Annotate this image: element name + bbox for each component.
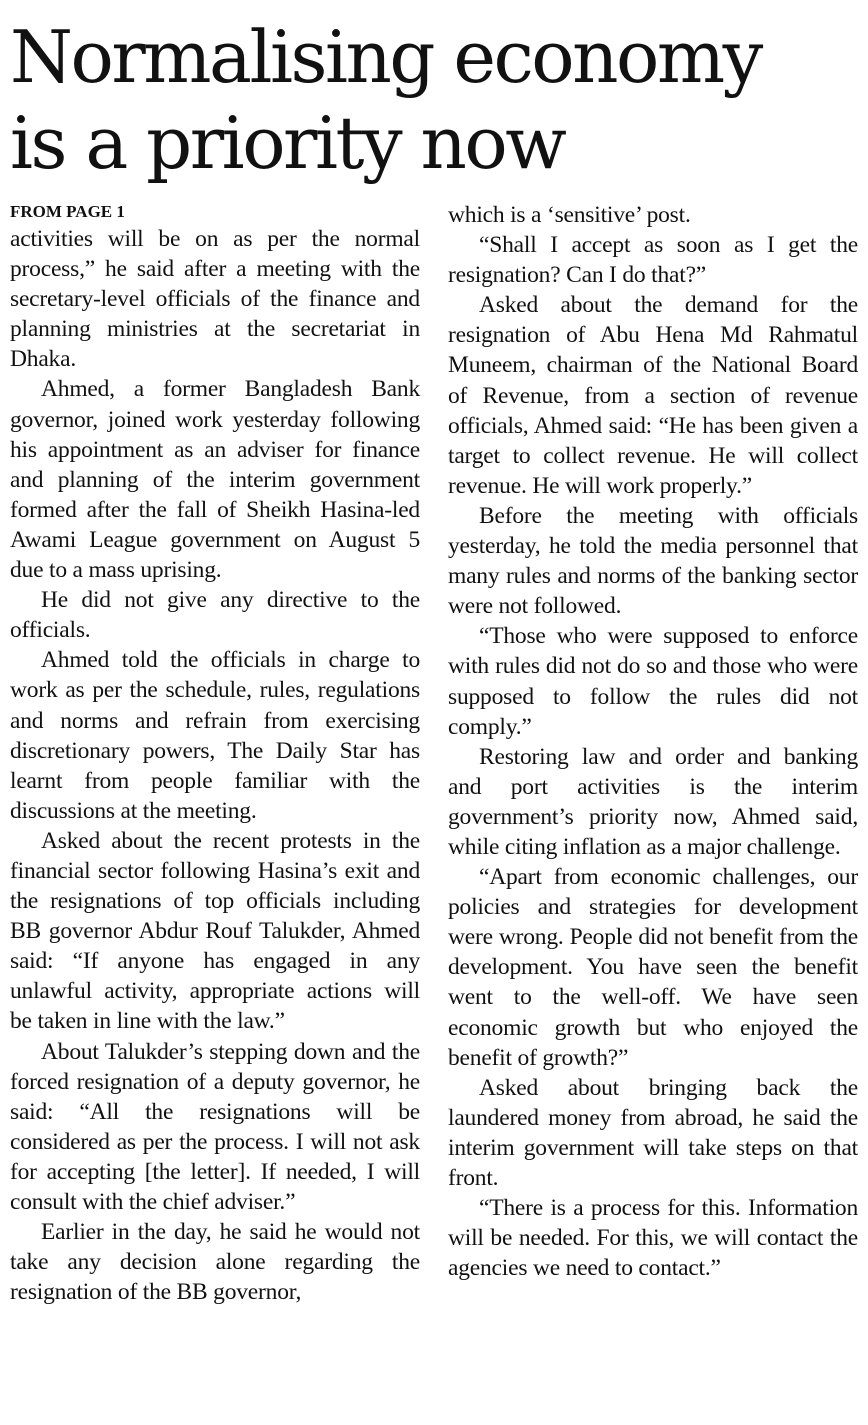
paragraph: “Shall I accept as soon as I get the resignation? Can I do that?” bbox=[448, 232, 858, 289]
headline bbox=[10, 14, 860, 186]
paragraph: Asked about the recent protests in the financial sector following Hasina’s exit and the resignations of top officials including BB governor Abdur Rouf Talukder, Ahmed said: “If anyone has engaged in any unlawful activity, appropriate actions will be taken in line with the law.” bbox=[10, 827, 420, 1035]
article-column-left bbox=[10, 200, 420, 1307]
paragraph: Ahmed, a former Bangladesh Bank governor, joined work yesterday following his appointment as an adviser for finance and planning of the interim government formed after the fall of Sheikh Hasina-led Awami League government on August 5 due to a mass uprising. bbox=[10, 376, 420, 584]
paragraph: About Talukder’s stepping down and the forced resignation of a deputy governor, he said: “All the resignations will be considered as per the process. I will not ask for accepting [the letter]. If needed, I will consult with the chief adviser.” bbox=[10, 1038, 420, 1215]
paragraph: “Those who were supposed to enforce with rules did not do so and those who were supposed to follow the rules did not comply.” bbox=[448, 623, 858, 740]
paragraph: Before the meeting with officials yesterday, he told the media personnel that many rules and norms of the banking sector were not followed. bbox=[448, 502, 858, 620]
paragraph: He did not give any directive to the officials. bbox=[10, 587, 420, 644]
paragraph: Ahmed told the officials in charge to work as per the schedule, rules, regulations and norms and refrain from exercising discretionary powers, The Daily Star has learnt from people familiar with the discussions at the meeting. bbox=[10, 647, 420, 824]
paragraph: Asked about the demand for the resignation of Abu Hena Md Rahmatul Muneem, chairman of the National Board of Revenue, from a section of revenue officials, Ahmed said: “He has been given a target to collect revenue. He will collect revenue. He will work properly.” bbox=[448, 292, 858, 499]
paragraph: which is a ‘sensitive’ post. bbox=[448, 202, 691, 228]
paragraph: Restoring law and order and banking and port activities is the interim government’s priority now, Ahmed said, while citing inflation as a major challenge. bbox=[448, 743, 858, 860]
continuation-kicker: FROM PAGE 1 bbox=[10, 202, 125, 221]
article-column-right bbox=[448, 200, 858, 1283]
headline-line-2: is a priority now bbox=[10, 101, 565, 185]
headline-line-1: Normalising economy bbox=[10, 15, 761, 99]
paragraph: activities will be on as per the normal process,” he said after a meeting with the secretary-level officials of the finance and planning ministries at the secretariat in Dhaka. bbox=[10, 226, 420, 373]
paragraph: Asked about bringing back the laundered money from abroad, he said the interim government will take steps on that front. bbox=[448, 1074, 858, 1191]
paragraph: Earlier in the day, he said he would not take any decision alone regarding the resignation of the BB governor, bbox=[10, 1219, 420, 1306]
paragraph: “There is a process for this. Information will be needed. For this, we will contact the agencies we need to contact.” bbox=[448, 1195, 858, 1282]
paragraph: “Apart from economic challenges, our policies and strategies for development were wrong. People did not benefit from the development. You have seen the benefit went to the well-off. We have seen economic growth but who enjoyed the benefit of growth?” bbox=[448, 864, 858, 1071]
